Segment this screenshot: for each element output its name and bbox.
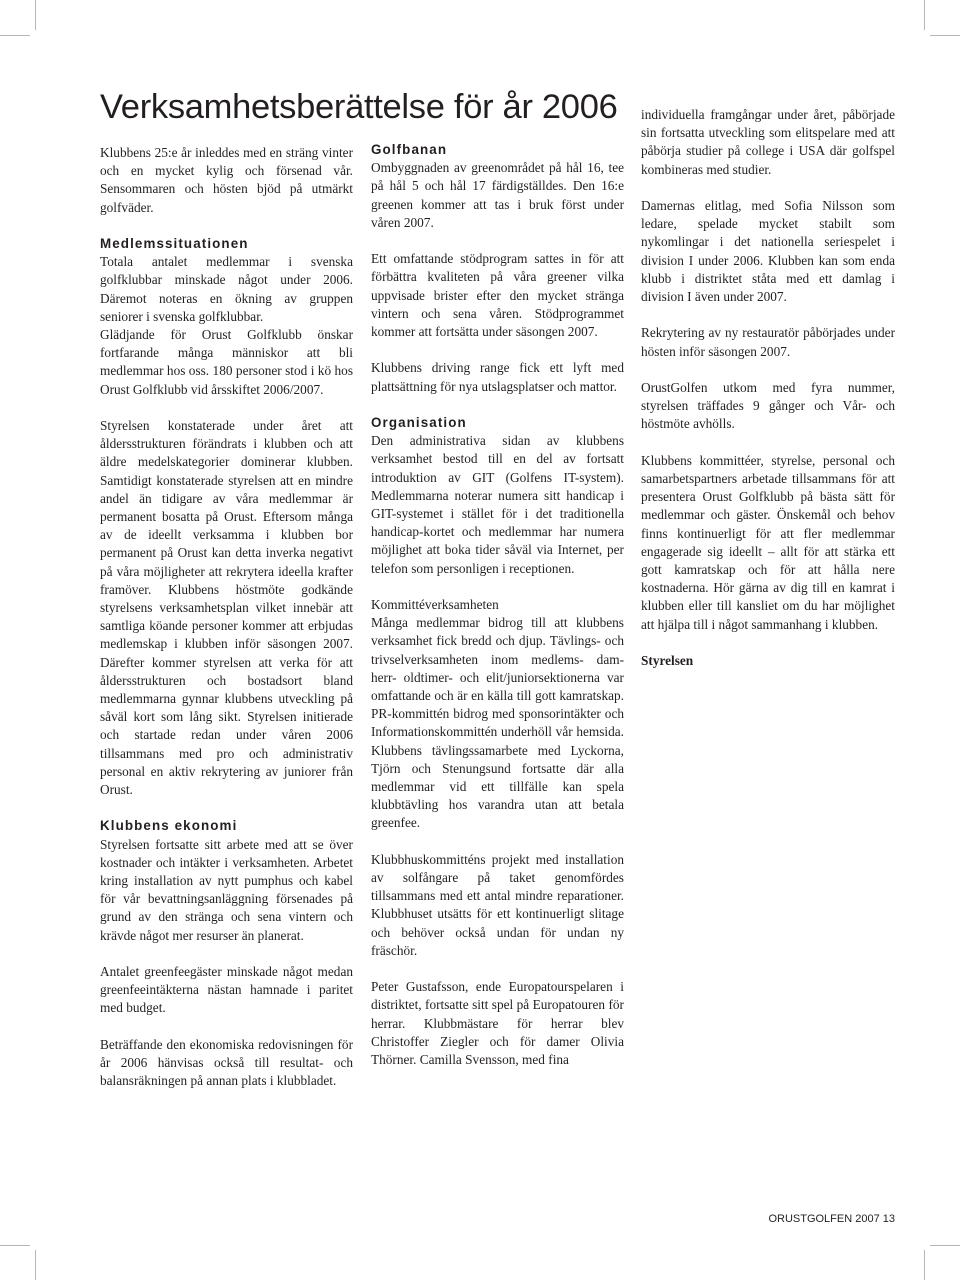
crop-mark: [930, 35, 960, 36]
paragraph: Klubbens driving range fick ett lyft med plattsättning för nya utslagsplatser och mattor.: [371, 360, 624, 394]
crop-mark: [0, 35, 30, 36]
crop-mark: [930, 1245, 960, 1246]
signature: Styrelsen: [641, 653, 694, 669]
paragraph: Damernas elitlag, med Sofia Nilsson som ledare, spelade mycket stabilt som nykomlingar i det nationella seriespelet i division I under 2006. Klubben kan som enda klubb i distriktet ståta med ett damlag i division I även under 2007.: [641, 198, 895, 305]
page-title: Verksamhetsberättelse för år 2006: [100, 88, 618, 126]
heading-klubbens-ekonomi: Klubbens ekonomi: [100, 818, 238, 834]
paragraph: Den administrativa sidan av klubbens verksamhet bestod till en del av fortsatt introduktion av GIT (Golfens IT-system). Medlemmarna noterar numera sitt handicap i GIT-systemet i stället för i det traditionella handicap-kortet och medlemmar har numera möjlighet att boka tider såväl via Internet, per telefon som personligen i receptionen.: [371, 433, 624, 576]
column-2: [371, 141, 624, 1087]
paragraph: Antalet greenfeegäster minskade något medan greenfeeintäkterna nästan hamnade i paritet med budget.: [100, 964, 353, 1016]
paragraph: individuella framgångar under året, påbörjade sin fortsatta utveckling som elitspelare med att påbörja studier på college i USA där golfspel kombineras med studier.: [641, 107, 895, 177]
paragraph: Rekrytering av ny restauratör påbörjades under hösten inför säsongen 2007.: [641, 325, 895, 359]
crop-mark: [0, 1245, 30, 1246]
heading-medlemssituationen: Medlemssituationen: [100, 236, 249, 251]
paragraph: Klubbens kommittéer, styrelse, personal och samarbetspartners arbetade tillsammans för att presentera Orust Golfklubb på bästa sätt för medlemmar och gäster. Önskemål och behov finns kontinuerligt för att fler medlemmar engagerade sig ideellt – allt för att stärka ett gott kamratskap och för att hålla nere kostnaderna. Hör gärna av dig till en kamrat i klubben eller till kansliet om du har möjlighet att hjälpa till i något sammanhang i klubben.: [641, 452, 895, 632]
paragraph: Styrelsen konstaterade under året att åldersstrukturen förändrats i klubben och att äldre medelskategorier dominerar klubben. Samtidigt konstaterade styrelsen att en mindre andel än tidigare av våra medlemmar är permanent bosatta på Orust. Eftersom många av de ideellt verksamma i klubben bor permanent på Orust kan detta inverka negativt på våra möjligheter att rekrytera ideella krafter framöver. Klubbens höstmöte godkände styrelsens verksamhetsplan vilket innebär att samtliga köande personer kommer att erbjudas medlemskap i klubben inför säsongen 2007. Därefter kommer styrelsen att verka för att åldersstrukturen och bostadsort bland medlemmarna gynnar klubbens utveckling på såväl kort som lång sikt. Styrelsen initierade och startade redan under våren 2006 tillsammans med pro och administrativ personal en aktiv rekrytering av juniorer från Orust.: [100, 418, 353, 798]
subheading-kommitteverksamheten: Kommittéverksamheten: [371, 597, 499, 613]
crop-mark: [924, 0, 925, 30]
intro-paragraph: Klubbens 25:e år inleddes med en sträng vinter och en mycket kylig och försenad vår. Sensommaren och hösten bjöd på utmärkt golfväder.: [100, 145, 353, 215]
page-footer: ORUSTGOLFEN 2007 13: [768, 1213, 895, 1225]
paragraph: Ett omfattande stödprogram sattes in för att förbättra kvaliteten på våra greener vilka uppvisade brister efter den mycket stränga vintern och sena våren. Stödprogrammet kommer att fortsätta under säsongen 2007.: [371, 251, 624, 340]
paragraph: Klubbhuskommitténs projekt med installation av solfångare på taket genomfördes tillsammans med ett antal mindre reparationer. Klubbhuset utsätts för ett kontinuerligt slitage och behöver också undan för undan ny fräschör.: [371, 851, 624, 958]
crop-mark: [35, 1250, 36, 1280]
paragraph: Glädjande för Orust Golfklubb önskar fortfarande många människor att bli medlemmar hos oss. 180 personer stod i kö hos Orust Golfklubb vid årsskiftet 2006/2007.: [100, 327, 353, 397]
paragraph: Beträffande den ekonomiska redovisningen för år 2006 hänvisas också till resultat- och balansräkningen på annan plats i klubbladet.: [100, 1036, 353, 1089]
column-3: [641, 106, 895, 688]
crop-mark: [924, 1250, 925, 1280]
crop-mark: [35, 0, 36, 30]
paragraph: OrustGolfen utkom med fyra nummer, styrelsen träffades 9 gånger och Vår- och höstmöte avhölls.: [641, 380, 895, 432]
heading-golfbanan: Golfbanan: [371, 142, 448, 157]
paragraph: Ombyggnaden av greenområdet på hål 16, tee på hål 5 och hål 17 färdigställdes. Den 16:e greenen kommer att tas i bruk först under våren 2007.: [371, 160, 624, 230]
paragraph: Styrelsen fortsatte sitt arbete med att se över kostnader och intäkter i verksamheten. Arbetet kring installation av nytt pumphus och kabel för vår bevattningsanläggning försenades på grund av den stränga och sena vintern och krävde något mer resurser än planerat.: [100, 836, 353, 943]
paragraph: Många medlemmar bidrog till att klubbens verksamhet fick bredd och djup. Tävlings- och trivselverksamheten inom medlems- dam- herr- oldtimer- och elit/juniorsektionerna var omfattande och är en källa till gott kamratskap. PR-kommittén bidrog med sponsorintäkter och Informationskommittén underhöll vår hemsida. Klubbens tävlingssamarbete med Lyckorna, Tjörn och Stenungsund fortsatte där alla medlemmar vid ett tillfälle kan spela klubbtävling hos varandra utan att betala greenfee.: [371, 615, 624, 831]
heading-organisation: Organisation: [371, 415, 467, 430]
paragraph: Peter Gustafsson, ende Europatourspelaren i distriktet, fortsatte sitt spel på Europatouren för herrar. Klubbmästare för herrar blev Christoffer Ziegler och för damer Olivia Thörner. Camilla Svensson, med fina: [371, 979, 624, 1068]
column-1: [100, 144, 353, 1109]
paragraph: Totala antalet medlemmar i svenska golfklubbar minskade något under 2006. Däremot noteras en ökning av gruppen seniorer i svenska golfklubbar.: [100, 254, 353, 324]
